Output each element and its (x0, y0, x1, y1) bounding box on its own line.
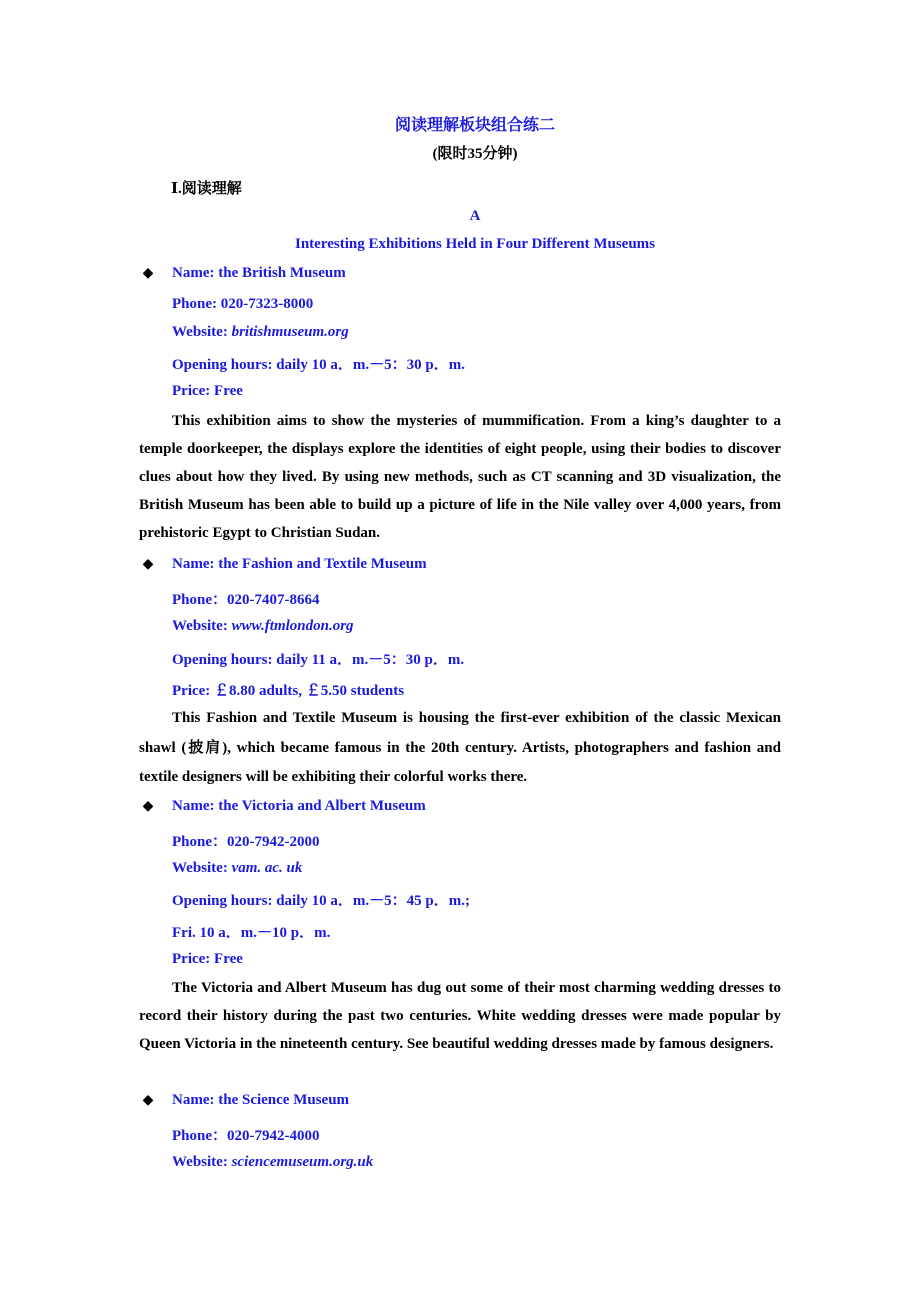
passage-letter: A (469, 208, 481, 224)
museum-phone: Phone: 020-7323-8000 (172, 296, 314, 312)
museum-website: Website: britishmuseum.org (172, 324, 349, 340)
museum-name: Name: the Science Museum (172, 1092, 350, 1108)
museum-website: Website: vam. ac. uk (172, 860, 303, 876)
website-url: sciencemuseum.org.uk (231, 1154, 374, 1170)
museum-description: The Victoria and Albert Museum has dug out some of their most charming wedding dresses to record their history during the past two centuries. White wedding dresses were made popular by Queen Victoria in the nineteenth century. See beautiful wedding dresses made by famous designers. (139, 980, 781, 1052)
museum-phone: Phone：020-7407-8664 (172, 592, 320, 608)
bullet-diamond-icon: ◆ (142, 556, 154, 572)
museum-name: Name: the Victoria and Albert Museum (172, 798, 426, 814)
website-url: britishmuseum.org (231, 324, 349, 340)
museum-hours: Opening hours: daily 11 a．m.－5：30 p．m. (172, 652, 465, 668)
museum-description: This exhibition aims to show the mysteries of mummification. From a king’s daughter to a temple doorkeeper, the displays explore the identities of eight people, using their bodies to discover clues about how they lived. By using new methods, such as CT scanning and 3D visualization, the British Museum has been able to build up a picture of life in the Nile valley over 4,000 years, from prehistoric Egypt to Christian Sudan. (139, 413, 781, 541)
museum-phone: Phone：020-7942-2000 (172, 834, 320, 850)
website-url: www.ftmlondon.org (231, 618, 354, 634)
passage-headline: Interesting Exhibitions Held in Four Different Museums (294, 236, 656, 252)
museum-price: Price: Free (172, 951, 243, 967)
museum-name: Name: the British Museum (172, 265, 346, 281)
bullet-diamond-icon: ◆ (142, 265, 154, 281)
museum-price: Price: ￡8.80 adults, ￡5.50 students (172, 683, 405, 699)
bullet-diamond-icon: ◆ (142, 1092, 154, 1108)
page-title: 阅读理解板块组合练二 (394, 117, 555, 134)
museum-hours: Opening hours: daily 10 a．m.－5：45 p．m.; (172, 893, 470, 909)
time-limit: (限时35分钟) (432, 146, 518, 162)
museum-website: Website: sciencemuseum.org.uk (172, 1154, 374, 1170)
museum-price: Price: Free (172, 383, 243, 399)
museum-name: Name: the Fashion and Textile Museum (172, 556, 427, 572)
bullet-diamond-icon: ◆ (142, 798, 154, 814)
website-url: vam. ac. uk (231, 860, 303, 876)
museum-hours: Opening hours: daily 10 a．m.－5：30 p．m. (172, 357, 465, 373)
section-heading: Ⅰ.阅读理解 (171, 181, 242, 197)
museum-phone: Phone：020-7942-4000 (172, 1128, 320, 1144)
museum-website: Website: www.ftmlondon.org (172, 618, 354, 634)
museum-hours-friday: Fri. 10 a．m.－10 p．m. (172, 925, 331, 941)
museum-description: This Fashion and Textile Museum is housing the first-ever exhibition of the classic Mexican shawl (披肩), which became famous in the 20th century. Artists, photographers and fashion and textile designers will be exhibiting their colorful works there. (139, 710, 781, 785)
